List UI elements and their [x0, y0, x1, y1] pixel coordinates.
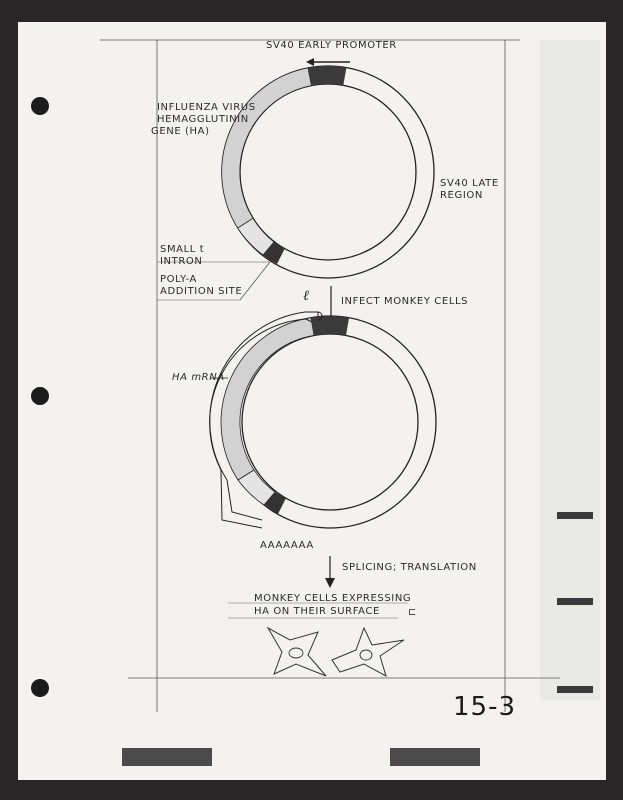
- polya-label-line2: ADDITION SITE: [160, 286, 243, 297]
- ha-gene-label-line1: INFLUENZA VIRUS: [157, 102, 256, 113]
- early-promoter-segment: [311, 316, 349, 335]
- step-splicing-label: SPLICING; TRANSLATION: [342, 562, 477, 573]
- page-number: 15-3: [453, 692, 517, 722]
- early-promoter-label: SV40 EARLY PROMOTER: [266, 40, 397, 51]
- small-t-label-line2: INTRON: [160, 256, 203, 267]
- edge-mark: [557, 598, 593, 605]
- ha-mrna-label: HA mRNA: [172, 372, 225, 383]
- ha-gene-label-line2: HEMAGGLUTININ: [157, 114, 249, 125]
- bottom-smudge: [390, 748, 480, 766]
- polya-label-line1: POLY-A: [160, 274, 197, 285]
- punch-hole-icon: [31, 387, 49, 405]
- small-t-label-line1: SMALL t: [160, 244, 205, 255]
- late-region-label-line1: SV40 LATE: [440, 178, 499, 189]
- polya-tail-label: AAAAAAA: [260, 540, 314, 551]
- step-arrow-annotation: ℓ: [303, 288, 309, 304]
- edge-mark: [557, 512, 593, 519]
- late-region-label-line2: REGION: [440, 190, 483, 201]
- paper-sheet: [18, 22, 606, 780]
- margin-mark: ⊏: [408, 607, 417, 618]
- bottom-smudge: [122, 748, 212, 766]
- step-infect-label: INFECT MONKEY CELLS: [341, 296, 469, 307]
- punch-hole-icon: [31, 679, 49, 697]
- result-label-line2: HA ON THEIR SURFACE: [254, 606, 380, 617]
- ha-gene-label-line3: GENE (HA): [151, 126, 210, 137]
- punch-hole-icon: [31, 97, 49, 115]
- result-label-line1: MONKEY CELLS EXPRESSING: [254, 593, 412, 604]
- early-promoter-segment: [308, 66, 346, 86]
- edge-mark: [557, 686, 593, 693]
